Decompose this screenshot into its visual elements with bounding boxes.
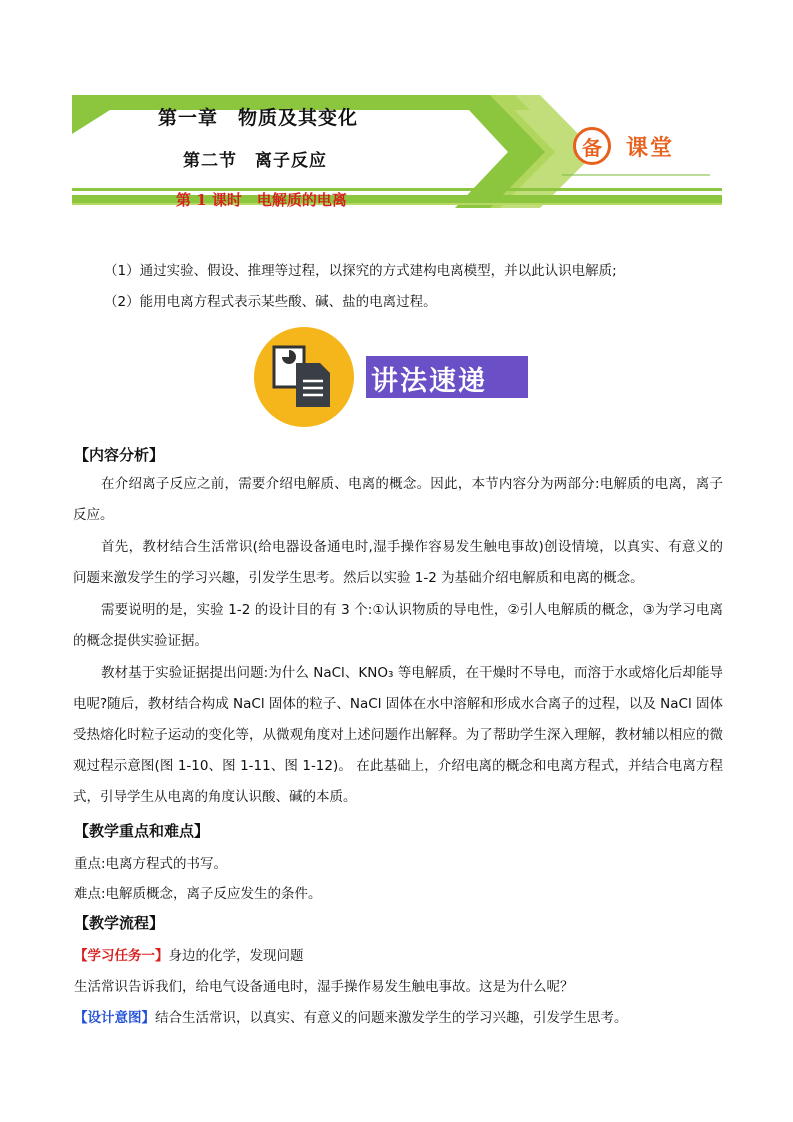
documents-icon	[270, 345, 340, 411]
design-intent-tag: 【设计意图】	[74, 1010, 155, 1026]
brand-logo-icon: 备	[573, 127, 611, 165]
key-points-heading: 【教学重点和难点】	[74, 822, 210, 840]
brand-text: 课堂	[626, 136, 675, 161]
difficult-point: 难点:电解质概念，离子反应发生的条件。	[74, 886, 322, 902]
task-1-text: 身边的化学，发现问题	[168, 948, 304, 964]
task-1-tag: 【学习任务一】	[74, 948, 169, 964]
key-point: 重点:电离方程式的书写。	[74, 856, 228, 872]
task-1	[74, 944, 304, 964]
paragraph-1: 在介绍离子反应之前，需要介绍电解质、电离的概念。因此，本节内容分为两部分:电解质的电离，离子反应。	[73, 476, 723, 523]
header-banner	[0, 0, 793, 215]
chapter-title: 第一章 物质及其变化	[158, 107, 359, 129]
section-badge-label: 讲法速递	[371, 366, 487, 397]
analysis-heading: 【内容分析】	[74, 446, 165, 464]
process-heading: 【教学流程】	[74, 914, 165, 932]
paragraph-3: 需要说明的是，实验 1-2 的设计目的有 3 个:①认识物质的导电性，②引人电解质的概念，③为学习电离的概念提供实验证据。	[73, 602, 723, 649]
paragraph-4: 教材基于实验证据提出问题:为什么 NaCl、KNO₃ 等电解质，在干燥时不导电，而溶于水或熔化后却能导电呢?随后，教材结合构成 NaCl 固体的粒子、NaCl 固体在水中溶解和形成水合离子的过程，以及 NaCl 固体受热熔化时粒子运动的变化等，从微观角度对上述问题作出解释。为了帮助学生深入理解，教材辅以相应的微观过程示意图(图 1-10、图 1-11、图 1-12)。 在此基础上，介绍电离的概念和电离方程式，并结合电离方程式，引导学生从电离的角度认识酸、碱的本质。	[73, 665, 723, 805]
objective-2: （2）能用电离方程式表示某些酸、碱、盐的电离过程。	[104, 294, 437, 310]
design-intent	[74, 1006, 628, 1026]
paragraph-2: 首先，教材结合生活常识(给电器设备通电时,湿手操作容易发生触电事故)创设情境，以真实、有意义的问题来激发学生的学习兴趣，引发学生思考。然后以实验 1-2 为基础介绍电解质和电离的概念。	[73, 539, 723, 586]
lesson-title: 第 1 课时 电解质的电离	[176, 191, 347, 209]
objective-1: （1）通过实验、假设、推理等过程，以探究的方式建构电离模型，并以此认识电解质;	[104, 263, 617, 279]
section-title: 第二节 离子反应	[183, 151, 327, 171]
header-decoration	[0, 0, 793, 215]
task-1-body: 生活常识告诉我们，给电气设备通电时，湿手操作易发生触电事故。这是为什么呢？	[74, 979, 574, 995]
design-intent-text: 结合生活常识，以真实、有意义的问题来激发学生的学习兴趣，引发学生思考。	[155, 1010, 628, 1026]
